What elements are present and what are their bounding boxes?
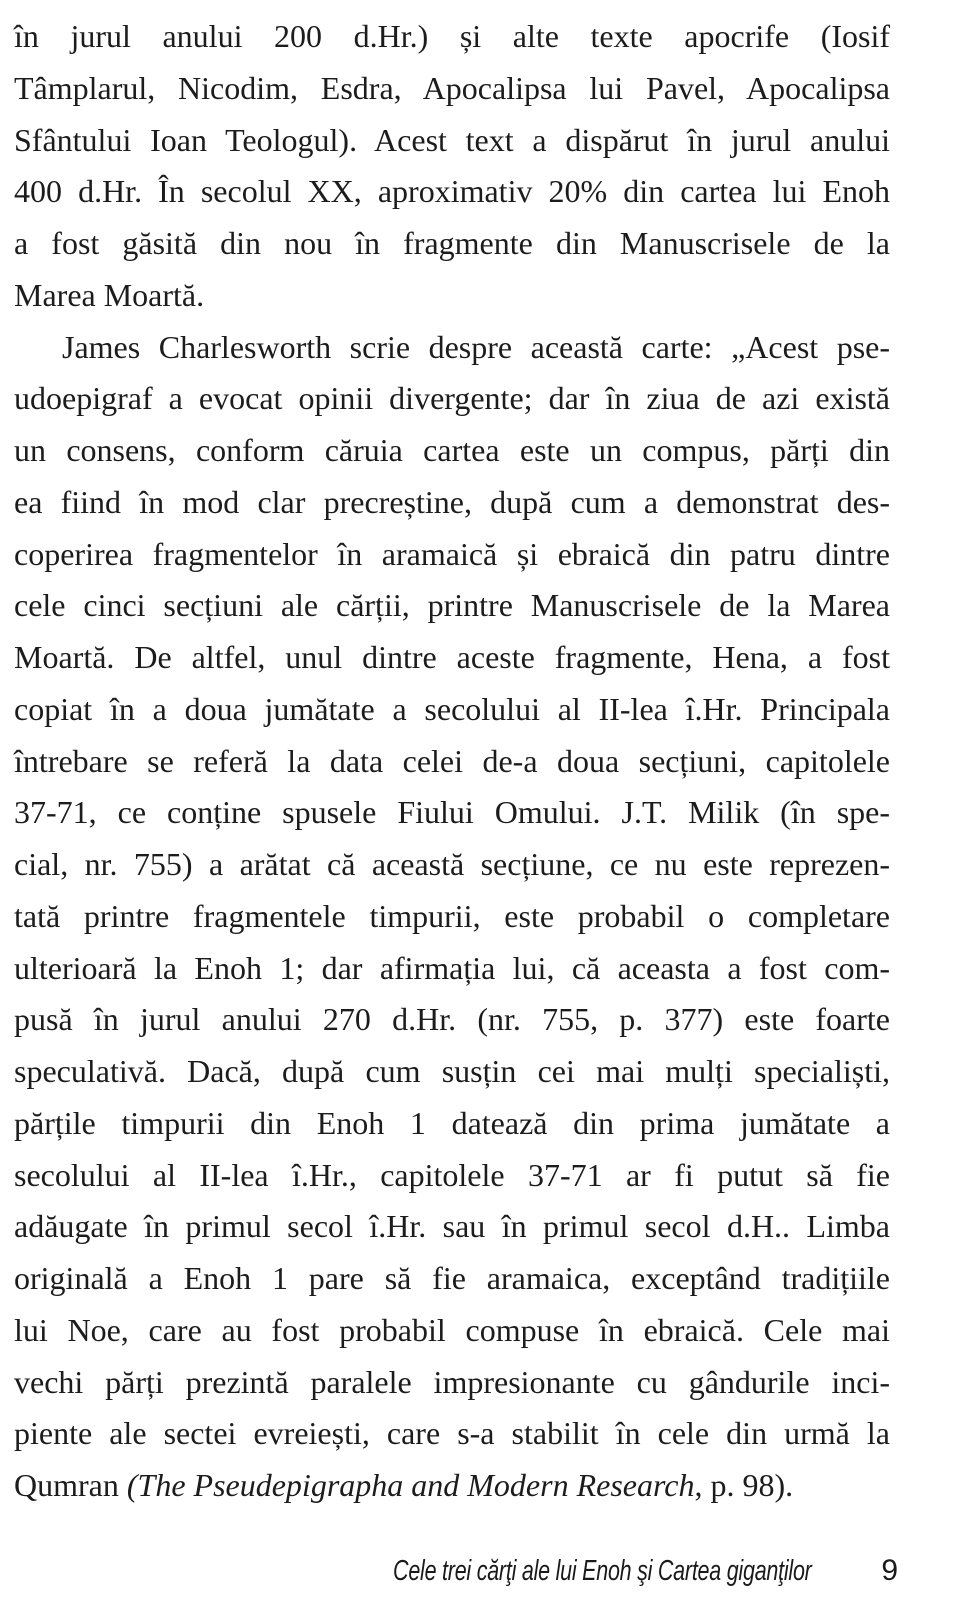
text-segment: lui Noe, care au fost probabil compuse în ebraică. Cele mai bbox=[14, 1311, 890, 1348]
text-segment: , p. 98). bbox=[694, 1467, 794, 1503]
text-line bbox=[14, 684, 890, 736]
text-line bbox=[14, 787, 890, 839]
text-line bbox=[14, 373, 890, 425]
text-line bbox=[14, 1046, 890, 1098]
text-segment: în jurul anului 200 d.Hr.) și alte texte apocrife (Iosif bbox=[14, 18, 890, 54]
text-line bbox=[14, 1357, 890, 1409]
text-line bbox=[14, 1305, 890, 1357]
text-segment: Marea Moartă. bbox=[14, 276, 205, 313]
text-segment: a fost găsită din nou în fragmente din Manuscrisele de la bbox=[14, 225, 890, 261]
text-line bbox=[14, 11, 890, 63]
text-segment: secolului al II-lea î.Hr., capitolele 37-71 ar fi putut să fie bbox=[14, 1156, 890, 1193]
text-line bbox=[14, 943, 890, 995]
text-segment: ea fiind în mod clar precreștine, după cum a demonstrat des- bbox=[14, 483, 890, 520]
text-segment: piente ale sectei evreiești, care s-a stabilit în cele din urmă la bbox=[14, 1415, 890, 1452]
italic-text-segment: (The Pseudepigrapha and Modern Research bbox=[126, 1467, 695, 1503]
text-segment: Sfântului Ioan Teologul). Acest text a dispărut în jurul anului bbox=[14, 121, 890, 158]
text-segment: Tâmplarul, Nicodim, Esdra, Apocalipsa lui Pavel, Apocalipsa bbox=[14, 69, 890, 106]
text-line bbox=[14, 1098, 890, 1150]
text-segment: ulterioară la Enoh 1; dar afirmația lui, că aceasta a fost com- bbox=[14, 949, 890, 986]
text-line bbox=[14, 839, 890, 891]
text-segment: adăugate în primul secol î.Hr. sau în primul secol d.H.. Limba bbox=[14, 1208, 890, 1245]
text-segment: întrebare se referă la data celei de-a doua secțiuni, capitolele bbox=[14, 742, 890, 779]
text-line bbox=[14, 1408, 890, 1460]
text-segment: pusă în jurul anului 270 d.Hr. (nr. 755, p. 377) este foarte bbox=[14, 1001, 890, 1038]
text-segment: părțile timpurii din Enoh 1 datează din prima jumătate a bbox=[14, 1104, 890, 1141]
text-line bbox=[14, 632, 890, 684]
text-segment: speculativă. Dacă, după cum susțin cei mai mulți specialiști, bbox=[14, 1053, 890, 1089]
text-segment: un consens, conform căruia cartea este un compus, părți din bbox=[14, 432, 890, 468]
text-segment: 37-71, ce conține spusele Fiului Omului. J.T. Milik (în spe- bbox=[14, 794, 890, 831]
text-line bbox=[14, 1150, 890, 1202]
text-line bbox=[14, 994, 890, 1046]
text-column bbox=[14, 11, 890, 1512]
text-segment: Qumran bbox=[14, 1467, 127, 1503]
text-line bbox=[14, 270, 890, 322]
footer bbox=[246, 1556, 898, 1586]
text-segment: Moartă. De altfel, unul dintre aceste fragmente, Hena, a fost bbox=[14, 639, 890, 675]
text-segment: 400 d.Hr. În secolul XX, aproximativ 20% din cartea lui Enoh bbox=[14, 173, 890, 210]
text-line bbox=[14, 1253, 890, 1305]
text-line bbox=[14, 425, 890, 477]
text-segment: originală a Enoh 1 pare să fie aramaica, exceptând tradițiile bbox=[14, 1260, 890, 1296]
text-line bbox=[14, 891, 890, 943]
text-line bbox=[14, 529, 890, 581]
text-line bbox=[14, 1460, 890, 1512]
paragraph bbox=[14, 322, 890, 1512]
text-segment: coperirea fragmentelor în aramaică și ebraică din patru dintre bbox=[14, 535, 890, 572]
page-number: 9 bbox=[881, 1554, 898, 1587]
text-line bbox=[14, 218, 890, 270]
text-segment: James Charlesworth scrie despre această carte: „Acest pse- bbox=[62, 328, 890, 365]
text-segment: cial, nr. 755) a arătat că această secțiune, ce nu este reprezen- bbox=[14, 846, 890, 882]
text-line bbox=[14, 166, 890, 218]
text-line bbox=[14, 1201, 890, 1253]
text-line bbox=[14, 580, 890, 632]
text-line bbox=[14, 322, 890, 374]
text-segment: copiat în a doua jumătate a secolului al II-lea î.Hr. Principala bbox=[14, 690, 890, 727]
text-segment: vechi părți prezintă paralele impresionante cu gândurile inci- bbox=[14, 1363, 890, 1400]
paragraph bbox=[14, 11, 890, 322]
text-segment: tată printre fragmentele timpurii, este probabil o completare bbox=[14, 897, 890, 934]
text-segment: cele cinci secțiuni ale cărții, printre Manuscrisele de la Marea bbox=[14, 587, 890, 624]
text-segment: udoepigraf a evocat opinii divergente; dar în ziua de azi există bbox=[14, 380, 890, 417]
text-line bbox=[14, 477, 890, 529]
text-line bbox=[14, 115, 890, 167]
text-line bbox=[14, 63, 890, 115]
text-line bbox=[14, 736, 890, 788]
running-title: Cele trei cărţi ale lui Enoh şi Cartea giganţilor bbox=[392, 1555, 812, 1587]
